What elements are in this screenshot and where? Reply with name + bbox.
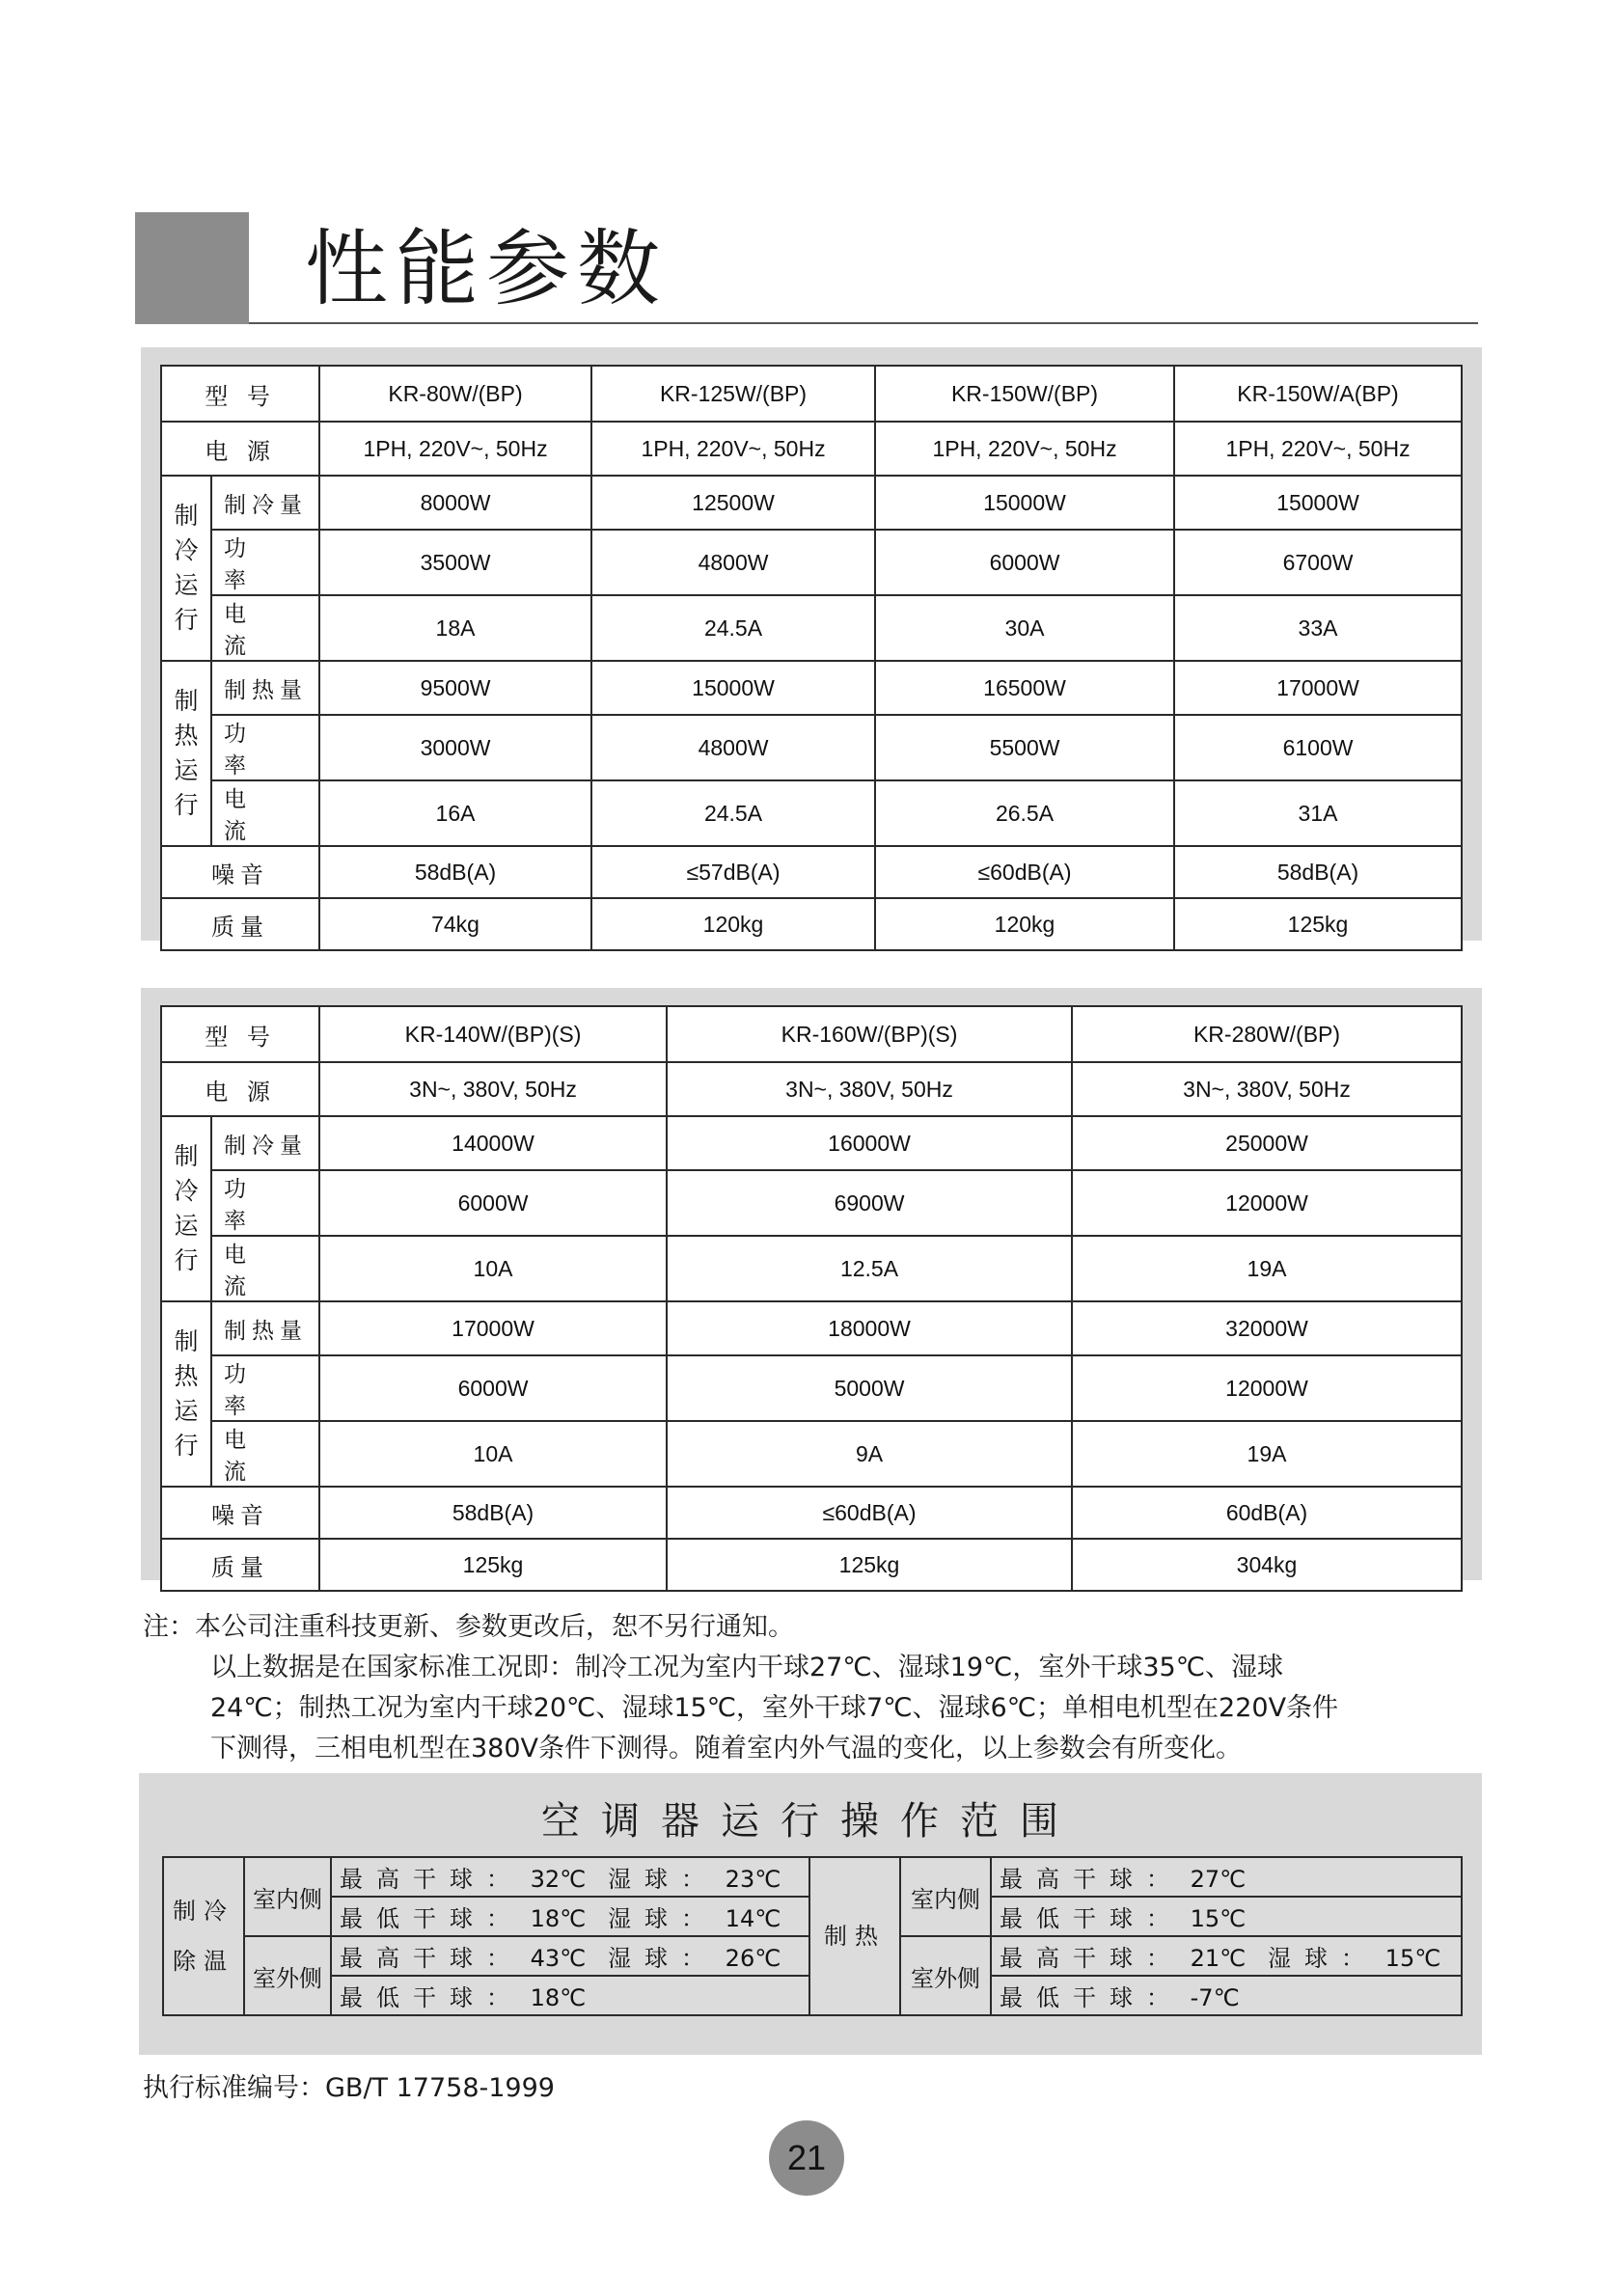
heating-capacity-cell: 17000W <box>319 1301 667 1355</box>
table-row <box>161 530 1462 595</box>
noise-cell: ≤60dB(A) <box>875 846 1174 898</box>
heat-outdoor-min-dry-value: -7℃ <box>1190 1984 1240 2011</box>
heating-power-cell: 12000W <box>1072 1355 1462 1421</box>
cool-outdoor-max-dry-value: 43℃ <box>530 1945 587 1972</box>
wet-bulb-label: 湿球： <box>608 1905 719 1932</box>
heating-capacity-cell: 17000W <box>1174 661 1462 715</box>
min-dry-label: 最低干球： <box>1000 1984 1183 2011</box>
cooling-current-cell: 10A <box>319 1236 667 1301</box>
heating-power-cell: 6100W <box>1174 715 1462 780</box>
heating-capacity-cell: 15000W <box>591 661 875 715</box>
weight-cell: 120kg <box>591 898 875 950</box>
title-gray-block <box>135 212 249 324</box>
table-row <box>161 1487 1462 1539</box>
power-supply-cell: 1PH, 220V~, 50Hz <box>875 422 1174 476</box>
table-row <box>161 1170 1462 1236</box>
cool-indoor-min-wet-value: 14℃ <box>725 1905 781 1932</box>
cooling-power-cell: 6000W <box>319 1170 667 1236</box>
cooling-current-cell: 19A <box>1072 1236 1462 1301</box>
heating-capacity-label: 制热量 <box>211 1301 319 1355</box>
heat-outdoor-max-wet-value: 15℃ <box>1384 1945 1441 1972</box>
heating-capacity-label: 制热量 <box>211 661 319 715</box>
cooling-group-text: 制冷运行 <box>174 1142 199 1274</box>
min-dry-label: 最低干球： <box>340 1984 523 2011</box>
noise-cell: 58dB(A) <box>1174 846 1462 898</box>
model-cell: KR-80W/(BP) <box>319 366 591 422</box>
indoor-side-label: 室内侧 <box>900 1857 991 1936</box>
cooling-capacity-cell: 25000W <box>1072 1116 1462 1170</box>
range-cell <box>331 1897 809 1936</box>
standard-number: 执行标准编号：GB/T 17758-1999 <box>143 2073 555 2103</box>
cool-indoor-max-dry-value: 32℃ <box>530 1866 587 1893</box>
noise-label: 噪音 <box>161 1487 319 1539</box>
table-row <box>163 1857 1462 1897</box>
max-dry-label: 最高干球： <box>340 1945 523 1972</box>
cooling-power-cell: 6000W <box>875 530 1174 595</box>
footnote-line: 24℃；制热工况为室内干球20℃、湿球15℃，室外干球7℃、湿球6℃；单相电机型在220V条件 <box>210 1693 1339 1723</box>
min-dry-label: 最低干球： <box>1000 1905 1183 1932</box>
footnote-line: 下测得，三相电机型在380V条件下测得。随着室内外气温的变化，以上参数会有所变化。 <box>210 1734 1243 1763</box>
footnote-line: 以上数据是在国家标准工况即：制冷工况为室内干球27℃、湿球19℃，室外干球35℃、湿球 <box>210 1653 1284 1682</box>
cooling-current-cell: 30A <box>875 595 1174 661</box>
power-supply-cell: 1PH, 220V~, 50Hz <box>591 422 875 476</box>
weight-label: 质量 <box>161 1539 319 1591</box>
cooling-power-cell: 12000W <box>1072 1170 1462 1236</box>
footnote <box>143 1607 1513 1769</box>
heating-current-cell: 10A <box>319 1421 667 1487</box>
table-row <box>161 1116 1462 1170</box>
heat-indoor-min-dry-value: 15℃ <box>1190 1905 1247 1932</box>
cooling-power-label: 功 率 <box>211 530 319 595</box>
model-cell: KR-140W/(BP)(S) <box>319 1006 667 1062</box>
heating-power-cell: 4800W <box>591 715 875 780</box>
cooling-capacity-cell: 16000W <box>667 1116 1072 1170</box>
spec-table-1 <box>160 365 1463 951</box>
cooling-capacity-label: 制冷量 <box>211 1116 319 1170</box>
cooling-capacity-cell: 8000W <box>319 476 591 530</box>
weight-cell: 304kg <box>1072 1539 1462 1591</box>
weight-cell: 125kg <box>667 1539 1072 1591</box>
heat-outdoor-max-dry-value: 21℃ <box>1190 1945 1247 1972</box>
table-row <box>161 422 1462 476</box>
outdoor-side-label: 室外侧 <box>900 1936 991 2015</box>
noise-cell: 58dB(A) <box>319 1487 667 1539</box>
cooling-capacity-cell: 14000W <box>319 1116 667 1170</box>
heating-current-cell: 19A <box>1072 1421 1462 1487</box>
heating-group-label <box>161 661 211 846</box>
power-supply-cell: 3N~, 380V, 50Hz <box>667 1062 1072 1116</box>
cooling-current-cell: 12.5A <box>667 1236 1072 1301</box>
noise-cell: ≤57dB(A) <box>591 846 875 898</box>
footnote-line: 注：本公司注重科技更新、参数更改后，恕不另行通知。 <box>143 1612 794 1642</box>
page-title: 性能参数 <box>305 221 668 317</box>
heating-current-cell: 26.5A <box>875 780 1174 846</box>
wet-bulb-label: 湿球： <box>608 1945 719 1972</box>
title-divider <box>249 322 1478 324</box>
cooling-current-cell: 33A <box>1174 595 1462 661</box>
operating-range-table <box>162 1856 1463 2016</box>
power-supply-cell: 1PH, 220V~, 50Hz <box>1174 422 1462 476</box>
heating-power-cell: 6000W <box>319 1355 667 1421</box>
heat-indoor-max-dry-value: 27℃ <box>1190 1866 1247 1893</box>
weight-cell: 74kg <box>319 898 591 950</box>
heating-power-cell: 3000W <box>319 715 591 780</box>
heating-current-cell: 31A <box>1174 780 1462 846</box>
cooling-current-cell: 24.5A <box>591 595 875 661</box>
table-row <box>161 1355 1462 1421</box>
table-row <box>161 1301 1462 1355</box>
cooling-power-cell: 3500W <box>319 530 591 595</box>
model-cell: KR-150W/A(BP) <box>1174 366 1462 422</box>
heating-power-label: 功 率 <box>211 1355 319 1421</box>
indoor-side-label: 室内侧 <box>244 1857 331 1936</box>
table-row <box>161 661 1462 715</box>
table-row <box>161 1062 1462 1116</box>
cool-outdoor-max-wet-value: 26℃ <box>725 1945 781 1972</box>
table-row <box>161 715 1462 780</box>
heating-capacity-cell: 32000W <box>1072 1301 1462 1355</box>
cooling-power-cell: 6700W <box>1174 530 1462 595</box>
noise-cell: 60dB(A) <box>1072 1487 1462 1539</box>
power-supply-cell: 1PH, 220V~, 50Hz <box>319 422 591 476</box>
model-cell: KR-125W/(BP) <box>591 366 875 422</box>
power-supply-label: 电 源 <box>161 1062 319 1116</box>
heating-group-text: 制热运行 <box>174 1327 199 1460</box>
cooling-power-cell: 4800W <box>591 530 875 595</box>
cool-dehum-mode-label <box>163 1857 244 2015</box>
dehum-mode-text: 除温 <box>173 1948 234 1975</box>
table-row <box>161 898 1462 950</box>
cool-indoor-max-wet-value: 23℃ <box>725 1866 781 1893</box>
model-label: 型 号 <box>161 366 319 422</box>
weight-label: 质量 <box>161 898 319 950</box>
cooling-power-cell: 6900W <box>667 1170 1072 1236</box>
noise-cell: ≤60dB(A) <box>667 1487 1072 1539</box>
cool-outdoor-min-dry-value: 18℃ <box>530 1984 587 2011</box>
cooling-group-label <box>161 476 211 661</box>
cooling-current-label: 电 流 <box>211 595 319 661</box>
heat-mode-label: 制热 <box>809 1857 900 2015</box>
heating-power-label: 功 率 <box>211 715 319 780</box>
heating-current-cell: 16A <box>319 780 591 846</box>
heating-power-cell: 5500W <box>875 715 1174 780</box>
table-row <box>161 780 1462 846</box>
max-dry-label: 最高干球： <box>340 1866 523 1893</box>
page-number: 21 <box>769 2120 844 2196</box>
operating-range-title: 空调器运行操作范围 <box>541 1799 1080 1844</box>
operating-range-panel <box>139 1773 1482 2055</box>
cooling-power-label: 功 率 <box>211 1170 319 1236</box>
power-supply-cell: 3N~, 380V, 50Hz <box>1072 1062 1462 1116</box>
table-row <box>161 1539 1462 1591</box>
cooling-capacity-cell: 15000W <box>1174 476 1462 530</box>
cooling-capacity-cell: 12500W <box>591 476 875 530</box>
heating-current-cell: 9A <box>667 1421 1072 1487</box>
min-dry-label: 最低干球： <box>340 1905 523 1932</box>
range-cell <box>331 1857 809 1897</box>
heating-current-cell: 24.5A <box>591 780 875 846</box>
noise-cell: 58dB(A) <box>319 846 591 898</box>
cooling-group-label <box>161 1116 211 1301</box>
wet-bulb-label: 湿球： <box>608 1866 719 1893</box>
table-row <box>161 1236 1462 1301</box>
heating-current-label: 电 流 <box>211 1421 319 1487</box>
weight-cell: 125kg <box>1174 898 1462 950</box>
model-cell: KR-160W/(BP)(S) <box>667 1006 1072 1062</box>
weight-cell: 120kg <box>875 898 1174 950</box>
cooling-capacity-label: 制冷量 <box>211 476 319 530</box>
range-cell <box>331 1976 809 2015</box>
heating-capacity-cell: 16500W <box>875 661 1174 715</box>
heating-power-cell: 5000W <box>667 1355 1072 1421</box>
table-row <box>161 595 1462 661</box>
model-cell: KR-280W/(BP) <box>1072 1006 1462 1062</box>
table-row <box>161 366 1462 422</box>
model-cell: KR-150W/(BP) <box>875 366 1174 422</box>
model-label: 型 号 <box>161 1006 319 1062</box>
power-supply-label: 电 源 <box>161 422 319 476</box>
range-cell <box>991 1897 1462 1936</box>
max-dry-label: 最高干球： <box>1000 1945 1183 1972</box>
max-dry-label: 最高干球： <box>1000 1866 1183 1893</box>
outdoor-side-label: 室外侧 <box>244 1936 331 2015</box>
cool-mode-text: 制冷 <box>173 1898 234 1925</box>
heating-group-label <box>161 1301 211 1487</box>
spec-table-2 <box>160 1005 1463 1592</box>
cool-indoor-min-dry-value: 18℃ <box>530 1905 587 1932</box>
cooling-group-text: 制冷运行 <box>174 502 199 634</box>
table-row <box>161 1421 1462 1487</box>
range-cell <box>991 1976 1462 2015</box>
cooling-capacity-cell: 15000W <box>875 476 1174 530</box>
cooling-current-label: 电 流 <box>211 1236 319 1301</box>
cooling-current-cell: 18A <box>319 595 591 661</box>
heating-current-label: 电 流 <box>211 780 319 846</box>
range-cell <box>331 1936 809 1976</box>
table-row <box>161 476 1462 530</box>
noise-label: 噪音 <box>161 846 319 898</box>
power-supply-cell: 3N~, 380V, 50Hz <box>319 1062 667 1116</box>
range-cell <box>991 1857 1462 1897</box>
weight-cell: 125kg <box>319 1539 667 1591</box>
range-cell <box>991 1936 1462 1976</box>
table-row <box>161 846 1462 898</box>
heating-capacity-cell: 18000W <box>667 1301 1072 1355</box>
table-row <box>161 1006 1462 1062</box>
wet-bulb-label: 湿球： <box>1268 1945 1379 1972</box>
heating-capacity-cell: 9500W <box>319 661 591 715</box>
heating-group-text: 制热运行 <box>174 687 199 819</box>
